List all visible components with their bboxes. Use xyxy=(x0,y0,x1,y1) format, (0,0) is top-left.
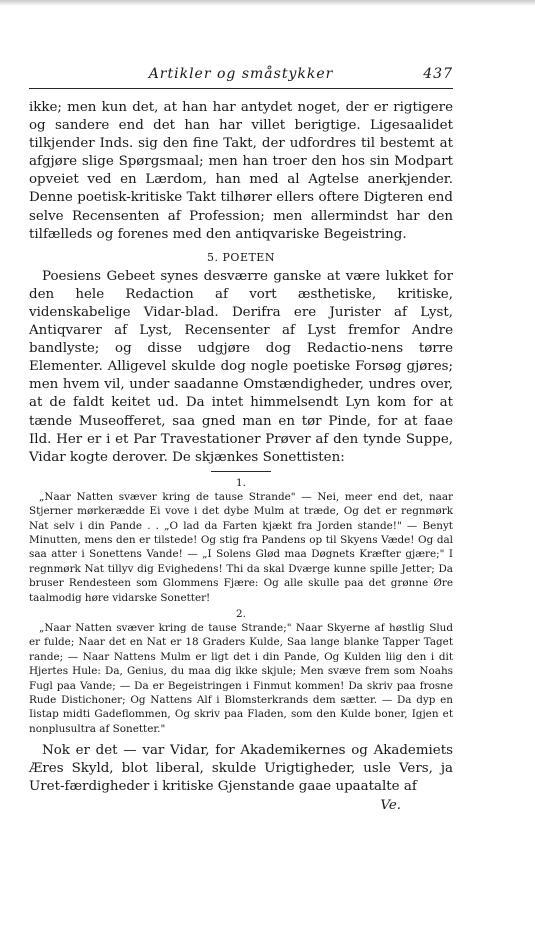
catchword: Ve. xyxy=(380,797,401,813)
scan-edge-shadow xyxy=(0,0,535,6)
section-heading: 5. POETEN xyxy=(207,250,275,264)
page-number: 437 xyxy=(423,66,453,82)
poem-2: „Naar Natten svæver kring de tause Strande;" Naar Skyerne af høstlig Slud er fulde; Naar det en Nat er 18 Graders Kulde, Saa lange blanke Tapper Taget rande; — Naar Nattens Mulm er ligt det i din Pande, Og Kulden liig den i dit Hjertes Hule: Da, Genius, du maa dig ikke skjule; Men svæve frem som Noahs Fugl paa Vande; — Da er Begeistringen i Finmut kommen! Da skriv paa frosne Rude Distichoner; Og Nattens Alf i Blomsterkrands dem sætter. — Da dyp en Iistap midti Gadeflommen, Og skriv paa Fladen, som den Kulde boner, Igjen et nonplusultra af Sonetter." xyxy=(29,622,453,735)
poem-1: „Naar Natten svæver kring de tause Strande" — Nei, meer end det, naar Stjerner mørkerædde Ei vove i det dybe Mulm at træde, Og det er regnmørk Nat selv i din Pande . . „O lad da Farten kjækt fra Jorden stande!" — Benyt Minutten, mens den er tilstede! Og stig fra Pandens op til Skyens Væde! Og dal saa atter i Sonettens Vande! — „I Solens Glød maa Døgnets Kræfter gjære;" I regnmørk Nat tillyv dig Evighedens! Thi da skal Dværge kunne spille Jetter; Da bruser Rendesteen som Glommens Fjære: Og alle skulle paa det grønne Øre taalmodig høre vidarske Sonetter! xyxy=(29,490,453,604)
quote-divider xyxy=(211,471,271,472)
paragraph-poeten: Poesiens Gebeet synes desværre ganske at være lukket for den hele Redaction af vort æsthetiske, kritiske, videnskabelige Vidar-blad. Derifra ere Jurister af Lyst, Antiqvarer af Lyst, Recensenter af Lyst fremfor Andre bandlyste; og disse udgjøre dog Redactio-nens tørre Elementer. Alligevel skulde dog nogle poetiske Forsøg gjøres; men hvem vil, under saadanne Omstændigheder, undres over, at de faldt keitet ud. Da intet himmelsendt Lyn kom for at tænde Museofferet, saa gned man en tør Pinde, for at faae Ild. Her er i et Par Travestationer Prøver af den tynde Suppe, Vidar kogte derover. De skjænkes Sonettisten: xyxy=(29,268,453,465)
page-header xyxy=(29,66,453,84)
paragraph-continuation: ikke; men kun det, at han har antydet noget, der er rigtigere og sandere end det han har villet berigtige. Ligesaalidet tilkjender Inds. sig den fine Takt, der udfordres til bestemt at afgjøre slige Spørgsmaal; men han troer den hos sin Modpart opveiet ved en Lærdom, han med al Agtelse anerkjender. Denne poetisk-kritiske Takt tilhører ellers oftere Digteren end selve Recensenten af Profession; men allermindst har den tilfælleds og forenes med den antiqvariske Begeistring. xyxy=(29,100,453,242)
page-body xyxy=(29,99,453,815)
paragraph-closing: Nok er det — var Vidar, for Akademikernes og Akademiets Æres Skyld, blot liberal, skulde Urigtigheder, usle Vers, ja Uret-færdigheder i kritiske Gjenstande gaae upaatalte af xyxy=(29,743,453,795)
header-rule xyxy=(29,88,453,89)
poem-number-2: 2. xyxy=(236,608,246,621)
running-title: Artikler og småstykker xyxy=(148,66,334,82)
poem-number-1: 1. xyxy=(236,476,246,489)
